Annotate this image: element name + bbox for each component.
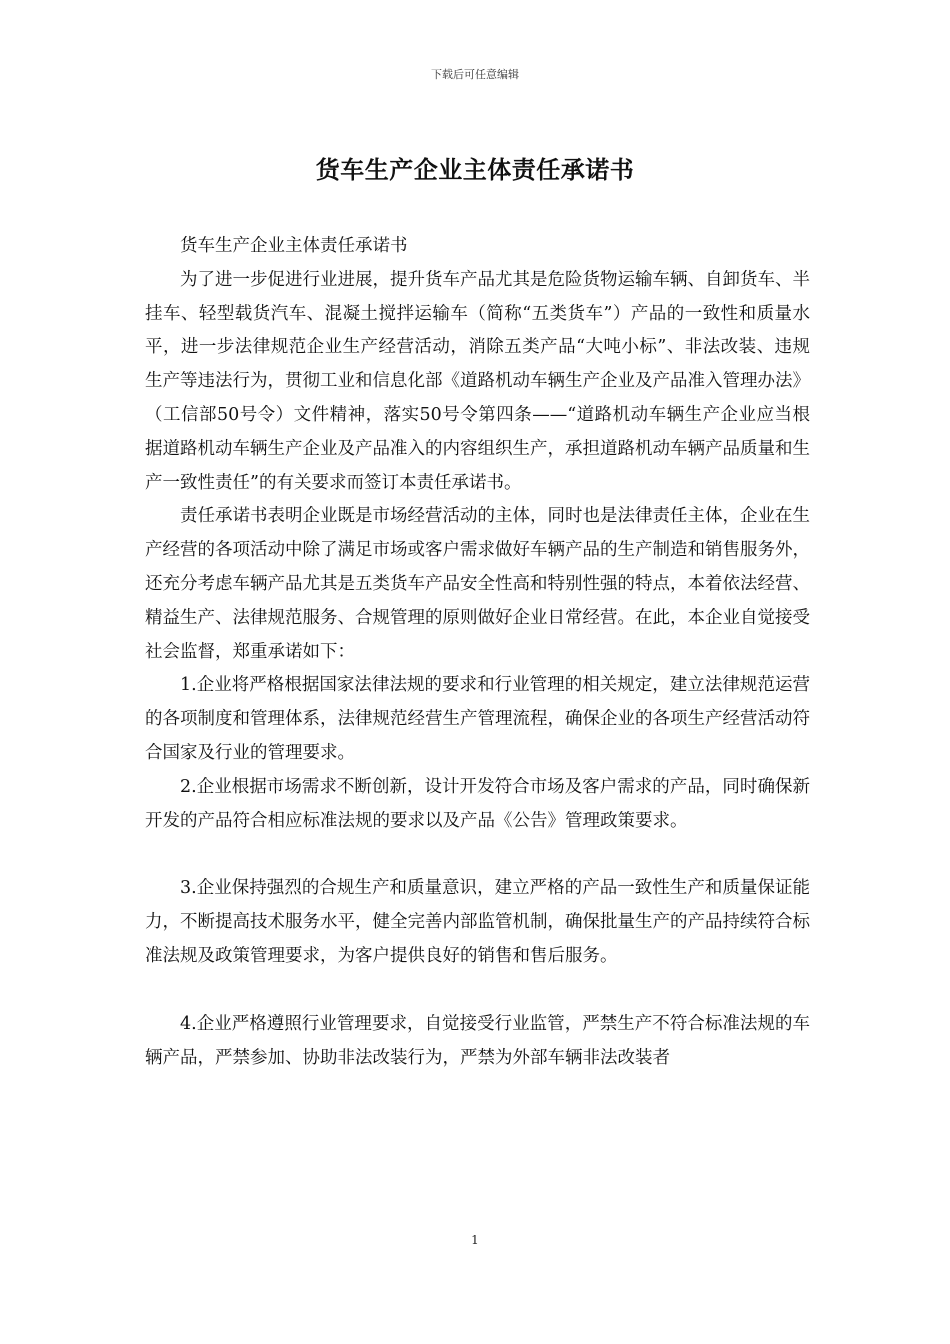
header-note: 下载后可任意编辑 [431, 68, 519, 81]
paragraph-intro: 为了进一步促进行业进展，提升货车产品尤其是危险货物运输车辆、自卸货车、半挂车、轻型载货汽车、混凝土搅拌运输车（简称“五类货车”）产品的一致性和质量水平，进一步法律规范企业生产经营活动，消除五类产品“大吨小标”、非法改装、违规生产等违法行为，贯彻工业和信息化部《道路机动车辆生产企业及产品准入管理办法》（工信部50号令）文件精神，落实50号令第四条——“道路机动车辆生产企业应当根据道路机动车辆生产企业及产品准入的内容组织生产，承担道路机动车辆产品质量和生产一致性责任”的有关要求而签订本责任承诺书。 [145, 269, 810, 493]
paragraph-item-1: 1.企业将严格根据国家法律法规的要求和行业管理的相关规定，建立法律规范运营的各项制度和管理体系，法律规范经营生产管理流程，确保企业的各项生产经营活动符合国家及行业的管理要求。 [145, 675, 810, 763]
document-title: 货车生产企业主体责任承诺书 [315, 156, 635, 184]
paragraph-item-2: 2.企业根据市场需求不断创新，设计开发符合市场及客户需求的产品，同时确保新开发的产品符合相应标准法规的要求以及产品《公告》管理政策要求。 [145, 776, 810, 831]
page-number: 1 [471, 1233, 479, 1247]
paragraph-subtitle: 货车生产企业主体责任承诺书 [180, 236, 408, 256]
paragraph-item-4: 4.企业严格遵照行业管理要求，自觉接受行业监管，严禁生产不符合标准法规的车辆产品，严禁参加、协助非法改装行为，严禁为外部车辆非法改装者 [145, 1013, 810, 1068]
document-body [145, 230, 810, 1075]
paragraph-commitment-statement: 责任承诺书表明企业既是市场经营活动的主体，同时也是法律责任主体，企业在生产经营的各项活动中除了满足市场或客户需求做好车辆产品的生产制造和销售服务外，还充分考虑车辆产品尤其是五类货车产品安全性高和特别性强的特点，本着依法经营、精益生产、法律规范服务、合规管理的原则做好企业日常经营。在此，本企业自觉接受社会监督，郑重承诺如下： [145, 506, 810, 662]
paragraph-item-3: 3.企业保持强烈的合规生产和质量意识，建立严格的产品一致性生产和质量保证能力，不断提高技术服务水平，健全完善内部监管机制，确保批量生产的产品持续符合标准法规及政策管理要求，为客户提供良好的销售和售后服务。 [145, 878, 810, 966]
